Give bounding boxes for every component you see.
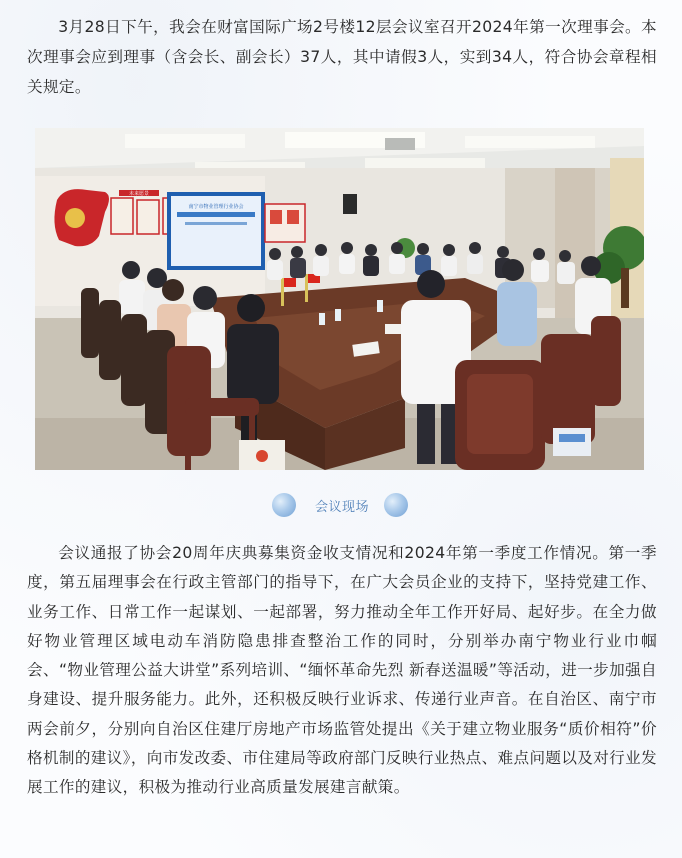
projector-screen-text: 南宁市物业管理行业协会 bbox=[188, 204, 244, 210]
caption-left-circle-icon bbox=[272, 493, 296, 517]
caption-right-circle-icon bbox=[384, 493, 408, 517]
wall-poster-label: 未来愿景 bbox=[128, 191, 150, 197]
article-paragraph-intro: 3月28日下午，我会在财富国际广场2号楼12层会议室召开2024年第一次理事会。本次理事会应到理事（含会长、副会长）37人，其中请假3人，实到34人，符合协会章程相关规定。 bbox=[27, 18, 657, 97]
caption-text: 会议现场 bbox=[314, 500, 369, 515]
photo-caption bbox=[0, 492, 682, 520]
article-paragraph-report: 会议通报了协会20周年庆典募集资金收支情况和2024年第一季度工作情况。第一季度，第五届理事会在行政主管部门的指导下，在广大会员企业的支持下，坚持党建工作、业务工作、日常工作一起谋划、一起部署，努力推动全年工作开好局、起好步。在全力做好物业管理区域电动车消防隐患排查整治工作的同时，分别举办南宁物业行业巾帼会、“物业管理公益大讲堂”系列培训、“缅怀革命先烈 新春送温暖”等活动，进一步加强自身建设、提升服务能力。此外，还积极反映行业诉求、传递行业声音。在自治区、南宁市两会前夕，分别向自治区住建厅房地产市场监管处提出《关于建立物业服务“质价相符”价格机制的建议》，向市发改委、市住建局等政府部门反映行业热点、难点问题以及对行业发展工作的建议，积极为推动行业高质量发展建言献策。 bbox=[27, 544, 657, 797]
meeting-photo bbox=[35, 128, 644, 470]
